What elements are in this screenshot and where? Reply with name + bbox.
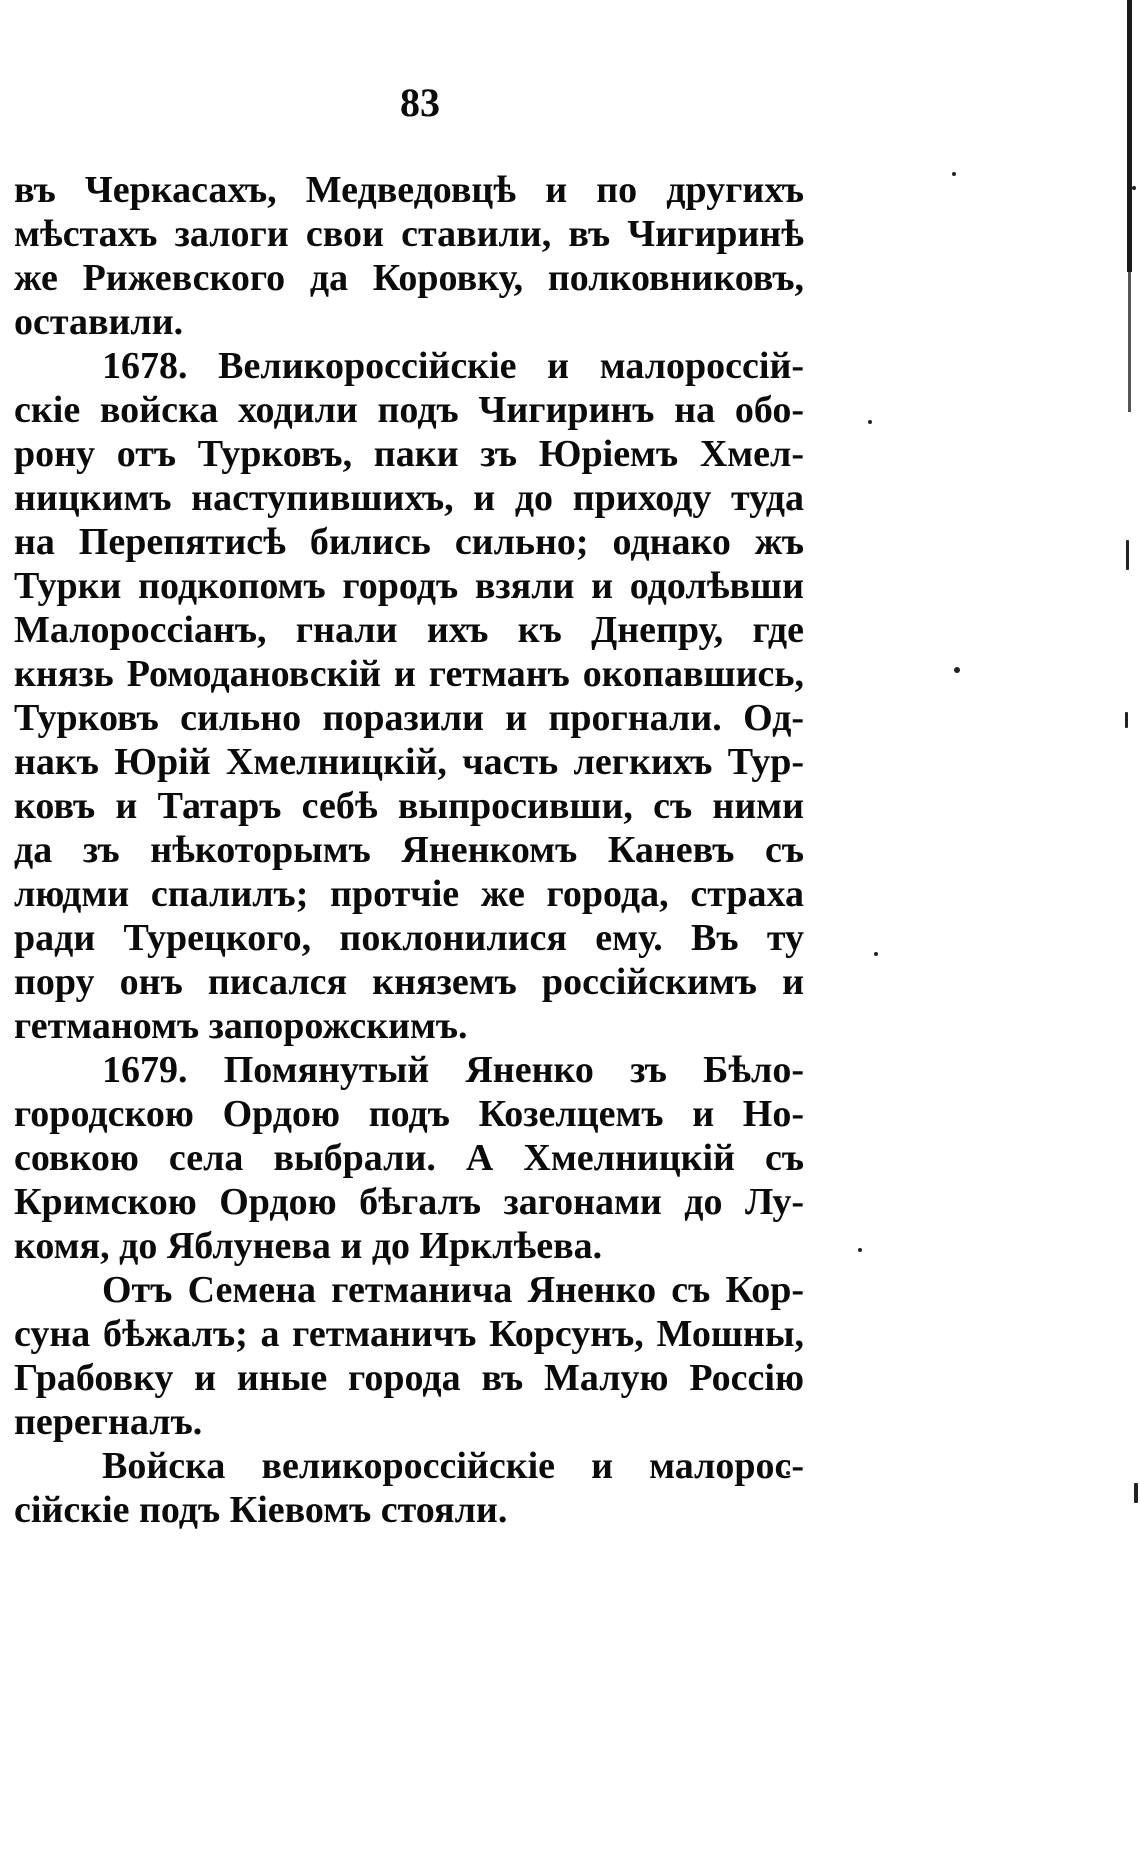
text-line: ницкимъ наступившихъ, и до приходу туда <box>14 477 804 519</box>
text-line: сійскіе подъ Кіевомъ стояли. <box>14 1489 508 1531</box>
text-line: перегналъ. <box>14 1401 203 1443</box>
page-number: 83 <box>400 80 440 125</box>
text-line: на Перепятисѣ бились сильно; однако жъ <box>14 521 804 563</box>
text-line: мѣстахъ залоги свои ставили, въ Чигиринѣ <box>14 213 804 255</box>
text-line: Грабовку и иные города въ Малую Россію <box>14 1357 804 1399</box>
text-line: въ Черкасахъ, Медведовцѣ и по другихъ <box>14 169 804 211</box>
text-line: Турковъ сильно поразили и прогнали. Од- <box>14 697 804 739</box>
text-line: да зъ нѣкоторымъ Яненкомъ Каневъ съ <box>14 829 804 871</box>
body-text <box>14 168 804 1532</box>
text-line: Турки подкопомъ городъ взяли и одолѣвши <box>14 565 804 607</box>
text-line: совкою села выбрали. А Хмелницкій съ <box>14 1137 804 1179</box>
text-line: гетманомъ запорожскимъ. <box>14 1005 468 1047</box>
scan-speck <box>1126 540 1129 570</box>
text-line: Отъ Семена гетманича Яненко съ Кор- <box>102 1269 804 1311</box>
text-line: рону отъ Турковъ, паки зъ Юріемъ Хмел- <box>14 433 804 475</box>
text-line: Кримскою Ордою бѣгалъ загонами до Лу- <box>14 1181 804 1223</box>
scan-speck <box>954 667 960 673</box>
text-line: комя, до Яблунева и до Ирклѣева. <box>14 1225 603 1267</box>
text-line: людми спалилъ; протчіе же города, страха <box>14 873 804 915</box>
text-line: ковъ и Татаръ себѣ выпросивши, съ ними <box>14 785 804 827</box>
text-line: Войска великороссійскіе и малорос- <box>102 1445 804 1487</box>
text-line: князь Ромодановскій и гетманъ окопавшись, <box>14 653 804 695</box>
text-line: городскою Ордою подъ Козелцемъ и Но- <box>14 1093 804 1135</box>
text-line: же Рижевского да Коровку, полковниковъ, <box>14 257 804 299</box>
text-line: Малороссіанъ, гнали ихъ къ Днепру, где <box>14 609 804 651</box>
scan-speck <box>874 952 878 956</box>
text-line: 1679. Помянутый Яненко зъ Бѣло- <box>102 1049 804 1091</box>
scan-speck <box>952 172 956 176</box>
text-line: ради Турецкого, поклонилися ему. Въ ту <box>14 917 804 959</box>
scan-speck <box>868 420 872 424</box>
text-line: накъ Юрій Хмелницкій, часть легкихъ Тур- <box>14 741 804 783</box>
text-line: пору онъ писался княземъ россійскимъ и <box>14 961 804 1003</box>
text-line: скіе войска ходили подъ Чигиринъ на обо- <box>14 389 804 431</box>
text-line: 1678. Великороссійскіе и малороссій- <box>102 345 804 387</box>
scan-speck <box>1132 186 1136 190</box>
scan-speck <box>858 1248 862 1252</box>
text-line: суна бѣжалъ; а гетманичъ Корсунъ, Мошны, <box>14 1313 804 1355</box>
scan-speck <box>1134 1483 1138 1503</box>
scan-edge-mark <box>1128 272 1131 412</box>
scan-edge-mark <box>1127 0 1132 272</box>
text-line: оставили. <box>14 301 184 343</box>
scan-speck <box>1125 712 1128 728</box>
